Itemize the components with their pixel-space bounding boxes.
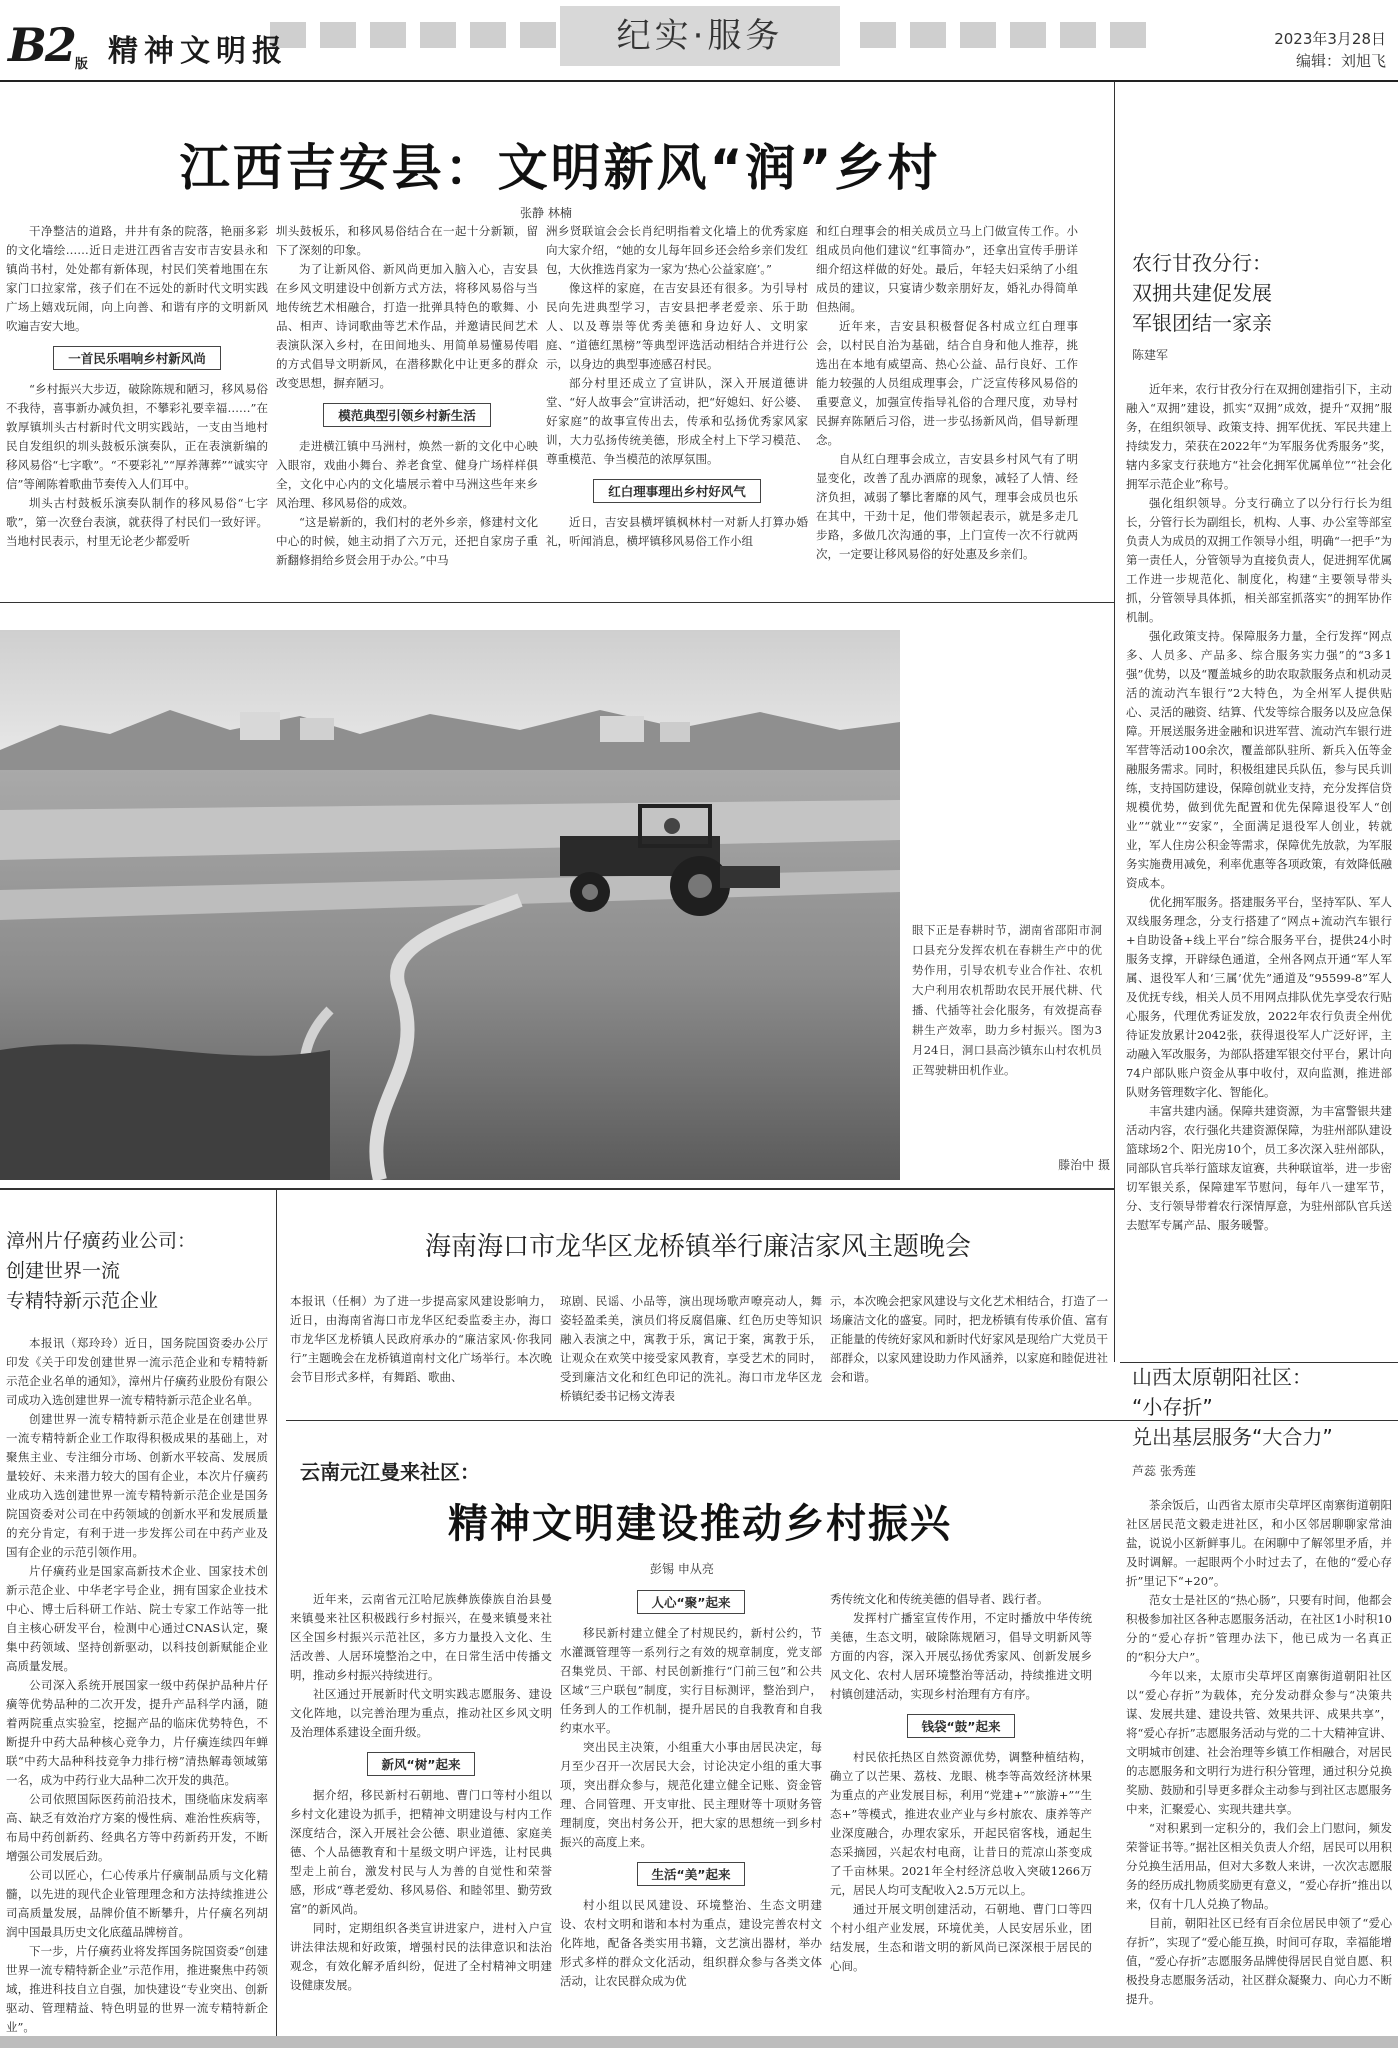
sidebar-title-line: 双拥共建促发展 <box>1132 281 1272 305</box>
subheading-text: 生活“美”起来 <box>637 1862 746 1886</box>
issue-date: 2023年3月28日 <box>1274 30 1386 48</box>
page-number-text: B2 <box>8 18 75 72</box>
paragraph: “这是崭新的，我们村的老外乡亲，修建村文化中心的时候，她主动捐了六万元，还把自家房子重新翻修捐给乡贤会用于办公。”中马 <box>276 515 538 567</box>
subheading <box>546 479 808 503</box>
yunnan-byline: 彭锡 申从亮 <box>650 1562 714 1576</box>
paragraph: 和红白理事会的相关成员立马上门做宣传工作。小组成员向他们建议“红事简办”，还拿出宣传手册详细介绍这样做的好处。最后，年轻夫妇采纳了小组成员的建议，只宴请少数亲朋好友，婚礼办得简单但热闹。 <box>816 224 1078 314</box>
haikou-col-2: 琼剧、民谣、小品等，演出现场歌声嘹亮动人，舞姿轻盈柔美，演员们将反腐倡廉、红色历史等知识融入表演之中，寓教于乐，寓记于案，寓教于乐，让观众在欢笑中接受家风教育，享受艺术的同时，受到廉洁文化和红色印记的洗礼。海口市龙华区龙桥镇纪委书记杨文涛表 <box>560 1294 822 1403</box>
paragraph: 部分村里还成立了宣讲队，深入开展道德讲堂、“好人故事会”宣讲活动，把“好媳妇、好公婆、好家庭”的故事宣传出去，传承和弘扬优秀家风家训，大力弘扬传统美德，形成全村上下学习模范、尊重模范、争当模范的浓厚氛围。 <box>546 376 808 466</box>
sidebar-bank-title <box>1132 248 1392 338</box>
paragraph: 突出民主决策，小组重大小事由居民决定，每月至少召开一次居民大会，讨论决定小组的重大事项，突出群众参与，规范化建立健全记账、资金管理、合同管理、开支审批、民主理财等十项财务管理制度，突出村务公开，把大家的思想统一到乡村振兴的高度上来。 <box>560 1740 822 1849</box>
page-number <box>8 18 88 72</box>
paragraph: 圳头古村鼓板乐演奏队制作的移风易俗“七字歌”，第一次登台表演，就获得了村民们一致好评。当地村民表示，村里无论老少都爱听 <box>6 496 268 548</box>
paragraph: 像这样的家庭，在吉安县还有很多。为引导村民向先进典型学习，吉安县把孝老爱亲、乐于助人、以及尊崇等优秀美德和身边好人、文明家庭、“道德红黑榜”等典型评选活动相结合并进行公示，以身边的典型事迹感召村民。 <box>546 281 808 371</box>
sidebar-title-line: 农行甘孜分行： <box>1132 251 1272 275</box>
page-header <box>0 0 1398 82</box>
pzh-body <box>6 1334 268 2034</box>
divider <box>0 1188 1114 1190</box>
paragraph: 自从红白理事会成立，吉安县乡村风气有了明显变化，改善了乱办酒席的现象，减轻了人情、经济负担，减弱了攀比奢靡的风气，理事会成员也乐在其中，干劲十足，他们带领起表示，就是多走几步路，多做几次沟通的事，上门宣传一次不行就两次，一定要让移风易俗的好处惠及乡亲们。 <box>816 452 1078 561</box>
paragraph: 下一步，片仔癀药业将发挥国务院国资委“创建世界一流专精特新企业”示范作用，推进聚焦中药领域，推进科技自立自强，加快建设“专业突出、创新驱动、管理精益、特色明显的世界一流专精特新企业”。 <box>6 1944 268 2034</box>
main-article-col-1 <box>6 222 268 592</box>
subheading <box>6 346 268 370</box>
photo-illustration <box>0 630 900 1180</box>
column-divider <box>276 1190 277 2040</box>
paragraph: 范女士是社区的“热心肠”，只要有时间，他都会积极参加社区各种志愿服务活动，在社区1小时积10分的“爱心存折”管理办法下，他已成为一名真正的“积分大户”。 <box>1126 1593 1392 1664</box>
paragraph: 目前，朝阳社区已经有百余位居民申领了“爱心存折”，实现了“爱心能互换，时间可存取，幸福能增值，“爱心存折”志愿服务品牌使得居民自觉自愿、积极投身志愿服务活动，社区群众凝聚力、向心力不断提升。 <box>1126 1916 1392 2006</box>
section-title: 纪实·服务 <box>560 6 840 66</box>
yunnan-kicker: 云南元江曼来社区： <box>300 1460 480 1484</box>
paragraph: 强化组织领导。分支行确立了以分行行长为组长，分管行长为副组长，机构、人事、办公室等部室负责人为成员的双拥工作领导小组，明确“一把手”为第一责任人，分管领导为直接负责人，促进拥军优属工作进一步规范化、制度化，构建“主要领导带头抓，分管领导具体抓，相关部室抓落实”的拥军协作机制。 <box>1126 496 1392 624</box>
subheading <box>276 403 538 427</box>
paragraph: 据介绍，移民新村石朝地、曹门口等村小组以乡村文化建设为抓手，把精神文明建设与村内工作深度结合，深入开展社会公德、职业道德、家庭美德、个人品德教育和十星级文明户评选，让村民典型走上前台，激发村民与人为善的自觉性和荣誉感，形成“尊老爱幼、移风易俗、和睦邻里、勤劳致富”的新风尚。 <box>290 1788 552 1916</box>
yunnan-headline: 精神文明建设推动乡村振兴 <box>448 1501 952 1547</box>
main-article-col-3 <box>546 222 808 592</box>
paragraph: 秀传统文化和传统美德的倡导者、践行者。 <box>830 1592 1049 1606</box>
paragraph: “对积累到一定积分的，我们会上门慰问，频发荣誉证书等。”据社区相关负责人介绍，居民可以用积分兑换生活用品，但对大多数人来讲，一次次志愿服务的经历成扎物质奖励更有意义，“爱心存折”推出以来，仅有十几人兑换了物品。 <box>1126 1821 1392 1911</box>
photo-credit: 滕治中 摄 <box>1058 1158 1110 1172</box>
paragraph: 村民依托热区自然资源优势，调整种植结构，确立了以芒果、荔枝、龙眼、桃李等高效经济林果为重点的产业发展目标，利用“党建+”“旅游+”“生态+”等模式，推进农业产业与乡村旅农、康养等产业深度融合，办理农家乐，开起民宿客栈，通起生态采摘园，兴起农村电商，让昔日的荒凉山茶变成了千亩林果。2021年全村经济总收入突破1266万元，居民人均可支配收入2.5万元以上。 <box>830 1750 1092 1897</box>
shanxi-body <box>1126 1496 1392 2036</box>
haikou-headline: 海南海口市龙华区龙桥镇举行廉洁家风主题晚会 <box>424 1232 971 1262</box>
haikou-col-1: 本报讯（任桐）为了进一步提高家风建设影响力，近日，由海南省海口市龙华区纪委监委主办，海口市龙华区龙桥镇人民政府承办的“廉洁家风·你我同行”主题晚会在龙桥镇道南村文化广场举行。本次晚会节目形式多样，有舞蹈、歌曲、 <box>290 1294 552 1384</box>
pzh-title-line: 创建世界一流 <box>6 1260 121 1282</box>
shanxi-byline: 芦蕊 张秀莲 <box>1132 1464 1196 1478</box>
subheading-text: 模范典型引领乡村新生活 <box>323 403 491 427</box>
yunnan-col-2 <box>560 1590 822 2034</box>
shanxi-title-line: 山西太原朝阳社区： <box>1132 1365 1312 1389</box>
paragraph: 圳头鼓板乐，和移风易俗结合在一起十分新颖，留下了深刻的印象。 <box>276 224 538 257</box>
column-divider <box>1114 82 1115 1362</box>
paragraph: 公司深入系统开展国家一级中药保护品种片仔癀等优势品种的二次开发，提升产品科学内涵，随着两院重点实验室，挖掘产品的临床优势特色，不断提升中药大品种核心竞争力，片仔癀连续四年蝉联“中药大品种科技竞争力排行榜”清热解毒领域第一名，成为中药行业大品种二次开发的典范。 <box>6 1678 268 1787</box>
bottom-band <box>0 2036 1398 2048</box>
paragraph: 优化拥军服务。搭建服务平台，坚持军队、军人双线服务理念，分支行搭建了“网点+流动汽车银行+自助设备+线上平台”综合服务平台，提供24小时服务支撑，开辟绿色通道，全州各网点开通“军人军属、退役军人和‘三属’优先”通道及“95599-8”军人及优抚专线，相关人员不用网点排队优先享受农行贴心服务，代理优秀证发放，2022年农行负责全州优待证发放累计2042张，获得退役军人广泛好评，主动融入军改服务，为部队搭建军银交付平台，累计向74户部队账户资金从事中收付，双向监测，推进部队财务管理数字化、智能化。 <box>1126 895 1392 1099</box>
paragraph: 近年来，云南省元江哈尼族彝族傣族自治县曼来镇曼来社区积极践行乡村振兴，在曼来镇曼来社区全国乡村振兴示范社区，多方力量投入文化、生活改善、人居环境整治之中，在日常生活中传播文明，推动乡村振兴持续进行。 <box>290 1592 552 1682</box>
yunnan-col-3 <box>830 1590 1092 2034</box>
sidebar-bank-byline: 陈建军 <box>1132 348 1169 362</box>
paragraph: 发挥村广播室宣传作用，不定时播放中华传统美德，生态文明，破除陈规陋习，倡导文明新风等方面的内容，深入开展弘扬优秀家风、创新发展乡风文化、农村人居环境整治等活动，持续推进文明村镇创建活动，实现乡村治理有方有序。 <box>830 1611 1092 1701</box>
paragraph: 同时，定期组织各类宣讲进家户，进村入户宣讲法律法规和好政策，增强村民的法律意识和法治观念，有效化解矛盾纠纷，促进了全村精神文明建设健康发展。 <box>290 1921 552 1992</box>
paragraph: 干净整洁的道路，井井有条的院落，艳丽多彩的文化墙绘……近日走进江西省吉安市吉安县永和镇尚书村，处处都有新体现，村民们笑着地围在东家门口拉家常，孩子们在不远处的新时代文明实践广场上嬉戏玩闹，向上向善、和谐有序的文明新风吹遍吉安大地。 <box>6 224 268 333</box>
subheading-text: 一首民乐唱响乡村新风尚 <box>53 346 221 370</box>
paragraph: 为了让新风俗、新风尚更加入脑入心，吉安县在乡风文明建设中创新方式方法，将移风易俗与当地传统艺术相融合，打造一批弹具特色的歌舞、小品、相声、诗词歌曲等艺术作品，并邀请民间艺术表演队深入乡村，在田间地头、用简单易懂易传唱的方式倡导文明新风，在潜移默化中让更多的群众改变思想，摒弃陋习。 <box>276 262 538 390</box>
subheading-text: 新风“树”起来 <box>367 1752 476 1776</box>
paragraph: 创建世界一流专精特新示范企业是在创建世界一流专精特新企业工作取得积极成果的基础上，对聚焦主业、专注细分市场、创新水平较高、发展质量较好、未来潜力较大的国有企业，本次片仔癀药业成功入选创建世界一流专精特新示范企业是国务院国资委对公司在中药领域的创新水平和发展质量的充分肯定，有利于进一步发挥公司在中药产业及国有企业的示范引领作用。 <box>6 1412 268 1559</box>
shanxi-title-line: 兑出基层服务“大合力” <box>1132 1425 1333 1449</box>
sidebar-title-line: 军银团结一家亲 <box>1132 311 1272 335</box>
paragraph: “乡村振兴大步迈，破除陈规和陋习，移风易俗不我待，喜事新办减负担，不攀彩礼要幸福……”在敦厚镇圳头古村新时代文明实践站，一支由当地村民自发组织的圳头鼓板乐演奏队，正在表演新编的移风易俗“七字歌”。“不要彩礼”“厚养薄葬”“诚实守信”等阐陈着歌曲节奏传入人们耳中。 <box>6 382 268 491</box>
subheading <box>830 1714 1092 1738</box>
paragraph: 本报讯（郑玲玲）近日，国务院国资委办公厅印发《关于印发创建世界一流示范企业和专精特新示范企业名单的通知》，漳州片仔癀药业股份有限公司成功入选创建世界一流专精特新示范企业名单。 <box>6 1336 268 1407</box>
photo-caption: 眼下正是春耕时节，湖南省邵阳市洞口县充分发挥农机在春耕生产中的优势作用，引导农机专业合作社、农机大户利用农机帮助农民开展代耕、代播、代插等社会化服务，有效提高春耕生产效率，助力乡村振兴。图为3月24日，洞口县高沙镇东山村农机员正驾驶耕田机作业。 <box>912 923 1102 1077</box>
haikou-col-3: 示，本次晚会把家风建设与文化艺术相结合，打造了一场廉洁文化的盛宴。同时，把龙桥镇有传承价值、富有正能量的传统好家风和新时代好家风是现给广大党员干部群众，以家风建设助力作风涵养，以家庭和睦促进社会和谐。 <box>830 1294 1108 1384</box>
main-article-col-4 <box>816 222 1078 592</box>
paragraph: 洲乡贤联谊会会长肖纪明指着文化墙上的优秀家庭向大家介绍，“她的女儿每年回乡还会给乡亲们发红包，大伙推选肖家为一家为‘热心公益家庭’。” <box>546 224 808 276</box>
subheading-text: 钱袋“鼓”起来 <box>907 1714 1016 1738</box>
subheading <box>560 1590 822 1614</box>
subheading <box>290 1752 552 1776</box>
paragraph: 公司以匠心，仁心传承片仔癀制品质与文化精髓，以先进的现代企业管理理念和方法持续推进公司高质量发展，品牌价值不断攀升，片仔癀名列胡润中国最具历史文化底蕴品牌榜首。 <box>6 1868 268 1939</box>
paragraph: 近年来，吉安县积极督促各村成立红白理事会，以村民自治为基础，结合自身和他人推荐，挑选出在本地有威望高、热心公益、品行良好、工作能力较强的人员组成理事会，广泛宣传移风易俗的重要意义，加强宣传指导礼俗的合理尺度，劝导村民摒弃陈陋后习俗，进一步弘扬新风尚，倡导新理念。 <box>816 319 1078 447</box>
page-suffix: 版 <box>74 57 88 72</box>
pzh-title <box>6 1226 268 1316</box>
yunnan-col-1 <box>290 1590 552 2034</box>
divider <box>0 602 1114 603</box>
masthead: 精神文明报 <box>108 34 288 69</box>
subheading <box>560 1862 822 1886</box>
main-article-col-2 <box>276 222 538 592</box>
pzh-title-line: 漳州片仔癀药业公司： <box>6 1230 197 1252</box>
sidebar-bank-body <box>1126 380 1392 1340</box>
paragraph: 村小组以民风建设、环境整治、生态文明建设、农村文明和谐和本村为重点，建设完善农村文化阵地，配备各类实用书籍，文艺演出器材，举办形式多样的群众文化活动，组织群众参与各类文体活动，让农民群众成为优 <box>560 1898 822 1988</box>
shanxi-title-line: “小存折” <box>1132 1395 1213 1419</box>
subheading-text: 红白理事理出乡村好风气 <box>593 479 761 503</box>
paragraph: 强化政策支持。保障服务力量，全行发挥“网点多、人员多、产品多、综合服务实力强”的“3多1强”优势，以及“覆盖城乡的助农取款服务点和机动灵活的流动汽车银行”2大特色，为全州军人提供贴心、灵活的融资、结算、代发等综合服务以及应急保障。开展送服务进金融和识进军营、流动汽车银行进军营等活动100余次，覆盖部队驻所、新兵入伍等金融服务需求。同时，积极组建民兵队伍，参与民兵训练，支持国防建设，保障创就业支持，充分发挥信贷规模优势，做到优先配置和优先保障退役军人“创业”“就业”“安家”，全面满足退役军人创业，转就业，军人住房公积金等需求，保障优先放款，为军服务实施费用减免，利率优惠等各项政策，有效降低融资成本。 <box>1126 629 1392 890</box>
paragraph: 移民新村建立健全了村规民约，新村公约，节水灌溉管理等一系列行之有效的规章制度，党支部召集党员、干部、村民创新推行“门前三包”和公共区域“三户联包”制度，实行目标测评，整治到户，任务到人的工作机制，提升居民的自我教育和自我约束水平。 <box>560 1626 822 1735</box>
paragraph: 茶余饭后，山西省太原市尖草坪区南寨街道朝阳社区居民范文毅走进社区，和小区邻居聊聊家常油盐，说说小区新鲜事儿。在闲聊中了解邻里矛盾，并及时调解。一起眼两个小时过去了，在他的“爱心存折”里记下“+20”。 <box>1126 1498 1392 1588</box>
shanxi-title <box>1132 1362 1392 1452</box>
paragraph: 社区通过开展新时代文明实践志愿服务、建设文化阵地，以完善治理为重点，推动社区乡风文明及治理体系建设全面升级。 <box>290 1687 552 1739</box>
paragraph: 今年以来，太原市尖草坪区南寨街道朝阳社区以“爱心存折”为载体，充分发动群众参与“决策共谋、发展共建、建设共管、效果共评、成果共享”，将“爱心存折”志愿服务活动与党的二十大精神宣讲、文明城市创建、社会治理等乡镇工作相融合，对居民的志愿服务和文明行为进行积分管理，通过积分兑换奖励、鼓励和引导更多群众主动参与到社区志愿服务中来，汇聚爱心、实现共建共享。 <box>1126 1669 1392 1816</box>
main-headline: 江西吉安县：文明新风“润”乡村 <box>179 139 941 197</box>
paragraph: 丰富共建内涵。保障共建资源，为丰富警银共建活动内容，农行强化共建资源保障，为驻州部队建设篮球场2个、阳光房10个，员工多次深入驻州部队，同部队官兵举行篮球友谊赛，共种联谊举，进一步密切军银关系，保障建军节慰问，每年八一建军节，分、支行领导带着农行深情厚意，为驻州部队官兵送去慰军专属产品、服务暖警。 <box>1126 1104 1392 1232</box>
paragraph: 片仔癀药业是国家高新技术企业、国家技术创新示范企业、中华老字号企业，拥有国家企业技术中心、博士后科研工作站、院士专家工作站等一批自主核心研发平台，检测中心通过CNAS认定，聚集中药领域、坚持创新驱动，以科技创新赋能企业高质量发展。 <box>6 1564 268 1673</box>
pzh-title-line: 专精特新示范企业 <box>6 1290 159 1312</box>
paragraph: 走进横江镇中马洲村，焕然一新的文化中心映入眼帘，戏曲小舞台、养老食堂、健身广场样样俱全，文化中心内的文化墙展示着中马洲这些年来乡风治理、移风易俗的成效。 <box>276 439 538 510</box>
subheading-text: 人心“聚”起来 <box>637 1590 746 1614</box>
paragraph: 通过开展文明创建活动，石朝地、曹门口等四个村小组产业发展，环境优美，人民安居乐业，团结发展，生态和谐文明的新风尚已深深根于居民的心间。 <box>830 1902 1092 1973</box>
editor-credit: 编辑：刘旭飞 <box>1295 52 1386 70</box>
main-byline: 张静 林楠 <box>520 206 572 220</box>
paragraph: 近年来，农行甘孜分行在双拥创建指引下，主动融入“双拥”建设，抓实“双拥”成效，提升“双拥”服务，在组织领导、政策支持、拥军优抚、军民共建上持续发力，荣获在2022年“为军服务优秀服务”奖，辖内多家支行获地方“社会化拥军优属单位”“社会化拥军示范企业”称号。 <box>1126 382 1392 491</box>
paragraph: 近日，吉安县横坪镇枫林村一对新人打算办婚礼，听闻消息，横坪镇移风易俗工作小组 <box>546 515 808 548</box>
farm-tractor-photo <box>0 630 900 1180</box>
paragraph: 公司依照国际医药前沿技术，围绕临床发病率高、缺乏有效治疗方案的慢性病、难治性疾病等，布局中药创新药、经典名方等中药新药开发，不断增强公司发展后劲。 <box>6 1792 268 1863</box>
issue-date-block <box>1274 28 1386 72</box>
